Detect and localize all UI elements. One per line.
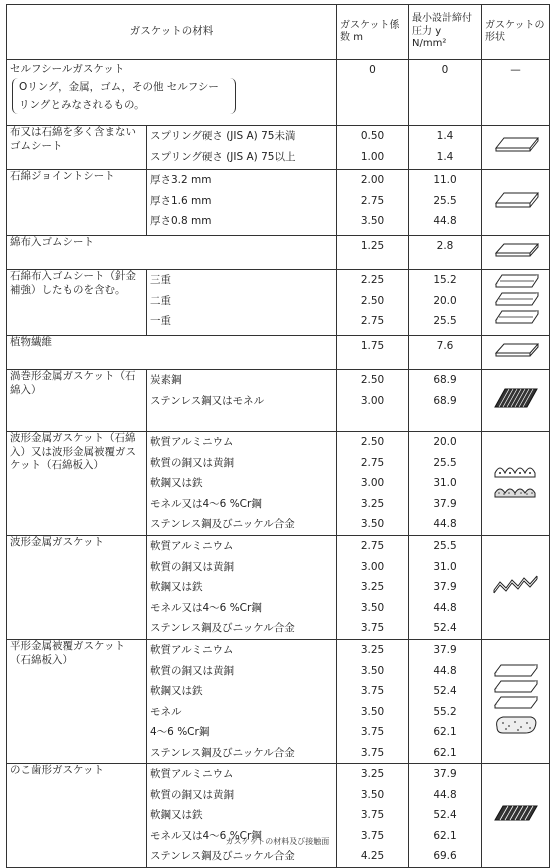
flat-sheet-shape-icon [492, 134, 540, 156]
sub-item: 軟質の銅又は黄銅 [150, 560, 234, 573]
m-value: 3.00 [360, 394, 385, 407]
table-row [7, 536, 550, 640]
sub-list [147, 764, 337, 868]
y-value: 25.5 [433, 315, 457, 327]
m-value: 3.75 [360, 726, 385, 738]
m-value: 0.50 [360, 130, 385, 142]
m-value: 3.50 [360, 788, 385, 801]
m-value: 3.25 [360, 497, 385, 510]
m-value: 2.75 [360, 456, 385, 469]
sub-list [147, 126, 337, 170]
m-value: 3.75 [360, 746, 385, 759]
sub-item: 二重 [150, 294, 171, 307]
sub-item: モネル又は4～6 %Cr鋼 [150, 497, 262, 510]
material-name: 布又は石綿を多く含まないゴムシート [7, 126, 147, 170]
m-value: 3.25 [360, 581, 385, 593]
y-value: 37.9 [433, 768, 457, 780]
sub-item: ステンレス鋼又はモネル [150, 394, 265, 407]
m-value: 2.75 [360, 315, 385, 327]
m-value: 1.00 [360, 150, 385, 163]
layered-sheet-shape-icon [492, 272, 540, 328]
material-name: 渦巻形金属ガスケット（石綿入） [7, 370, 147, 432]
sub-item: 軟質アルミニウム [150, 768, 234, 780]
sub-item: 厚さ3.2 mm [150, 174, 212, 186]
header-row [7, 5, 550, 60]
m-value: 2.50 [360, 436, 385, 448]
shape-cell [482, 764, 550, 868]
y-value: 44.8 [433, 664, 457, 677]
material-name: 植物繊維 [7, 336, 337, 370]
sub-list [147, 536, 337, 640]
y-value: 52.4 [433, 622, 457, 634]
y-value: 62.1 [433, 746, 457, 759]
shape-cell [482, 236, 550, 270]
y-value: 25.5 [433, 456, 457, 469]
sub-item: 軟質アルミニウム [150, 540, 234, 552]
y-value: 15.2 [433, 274, 457, 286]
m-value: 1.25 [360, 240, 385, 252]
y-value: 52.4 [433, 685, 457, 697]
y-values [409, 640, 482, 764]
sub-item: 軟質アルミニウム [150, 436, 234, 448]
y-values [409, 370, 482, 432]
sub-item: 軟質の銅又は黄銅 [150, 456, 234, 469]
y-value: 25.5 [433, 194, 457, 207]
y-values [409, 270, 482, 336]
y-value: 2.8 [436, 240, 454, 252]
sub-list [147, 170, 337, 236]
table-row [7, 170, 550, 236]
header-y: 最小設計締付圧力 y N/mm² [409, 5, 482, 60]
y-values [409, 126, 482, 170]
m-values [337, 270, 409, 336]
m-value: 3.50 [360, 705, 385, 718]
table-row [7, 764, 550, 868]
y-value: 7.6 [436, 340, 454, 352]
material-name: セルフシールガスケット [10, 63, 125, 75]
sub-item: 軟質の銅又は黄銅 [150, 788, 234, 801]
m-value: 3.50 [360, 518, 385, 530]
table-row [7, 236, 550, 270]
fiber-sheet-shape-icon [492, 340, 540, 360]
m-value: 3.75 [360, 622, 385, 634]
material-name: 波形金属ガスケット [7, 536, 147, 640]
shape-cell [482, 336, 550, 370]
m-value: 0 [337, 60, 409, 126]
shape-cell [482, 536, 550, 640]
m-value: 3.00 [360, 477, 385, 489]
y-values [409, 432, 482, 536]
m-value: 2.50 [360, 374, 385, 386]
m-value: 2.50 [360, 294, 385, 307]
m-value: 3.25 [360, 644, 385, 656]
y-value: 68.9 [433, 394, 457, 407]
y-value: 31.0 [433, 560, 457, 573]
material-name: 波形金属ガスケット（石綿入）又は波形金属被覆ガスケット（石綿板入） [7, 432, 147, 536]
sub-item: 軟鋼又は鉄 [150, 581, 203, 593]
material-note: Oリング，金属，ゴム，その他 セルフシーリングとみなされるもの。 [12, 78, 236, 114]
y-value: 20.0 [433, 436, 457, 448]
y-value: 62.1 [433, 829, 457, 842]
y-values [409, 764, 482, 868]
sub-item: モネル又は4～6 %Cr鋼 [150, 829, 262, 842]
m-value: 3.75 [360, 685, 385, 697]
y-value: 31.0 [433, 477, 457, 489]
table-row [7, 432, 550, 536]
shape-cell [482, 370, 550, 432]
y-value: 69.6 [433, 850, 457, 862]
sub-item: 炭素鋼 [150, 374, 182, 386]
sub-item: 軟質の銅又は黄銅 [150, 664, 234, 677]
y-value: 0 [409, 60, 482, 126]
sub-item: ステンレス鋼及びニッケル合金 [150, 622, 295, 634]
corrugated-jacketed-shape-icon [491, 459, 541, 503]
sub-item: ステンレス鋼及びニッケル合金 [150, 746, 295, 759]
material-name: のこ歯形ガスケット [7, 764, 147, 868]
m-value: 4.25 [360, 850, 385, 862]
sub-item: 軟鋼又は鉄 [150, 809, 203, 821]
shape-cell [482, 126, 550, 170]
sub-item: モネル [150, 705, 182, 718]
sub-list [147, 640, 337, 764]
y-value: 44.8 [433, 601, 457, 614]
flat-jacketed-shape-icon [491, 661, 541, 737]
sub-item: 4～6 %Cr鋼 [150, 726, 210, 738]
material-name: 綿布入ゴムシート [7, 236, 337, 270]
y-value [409, 236, 482, 270]
material-name: 石綿ジョイントシート [7, 170, 147, 236]
m-values [337, 370, 409, 432]
y-value: 44.8 [433, 518, 457, 530]
y-value: 52.4 [433, 809, 457, 821]
table-row [7, 126, 550, 170]
sub-item: 厚さ1.6 mm [150, 194, 212, 207]
sub-item: スプリング硬さ (JIS A) 75未満 [150, 130, 296, 142]
y-value: 1.4 [436, 130, 454, 142]
m-values [337, 126, 409, 170]
m-value: 1.75 [360, 340, 385, 352]
y-value [409, 336, 482, 370]
y-values [409, 536, 482, 640]
shape-cell [482, 170, 550, 236]
shape-cell [482, 270, 550, 336]
table-row [7, 270, 550, 336]
y-value: 37.9 [433, 497, 457, 510]
y-value: 55.2 [433, 705, 457, 718]
m-value: 3.00 [360, 560, 385, 573]
sub-item: 三重 [150, 274, 171, 286]
material-cell [7, 60, 337, 126]
shape-cell [482, 640, 550, 764]
table-row [7, 336, 550, 370]
cloth-rubber-shape-icon [492, 240, 540, 260]
shape-cell [482, 432, 550, 536]
header-m: ガスケット係数 m [337, 5, 409, 60]
sub-item: 厚さ0.8 mm [150, 215, 212, 227]
corrugated-metal-shape-icon [491, 574, 541, 596]
y-value: 37.9 [433, 581, 457, 593]
y-value: 68.9 [433, 374, 457, 386]
y-value: 1.4 [436, 150, 454, 163]
header-shape: ガスケットの形状 [482, 5, 550, 60]
m-values [337, 764, 409, 868]
sub-item: 軟鋼又は鉄 [150, 685, 203, 697]
y-value: 44.8 [433, 788, 457, 801]
table-row [7, 640, 550, 764]
y-values [409, 170, 482, 236]
material-name: 石綿布入ゴムシート（針金補強）したものを含む。 [7, 270, 147, 336]
sub-item: 一重 [150, 315, 171, 327]
m-value: 3.50 [360, 664, 385, 677]
m-value: 3.50 [360, 215, 385, 227]
y-value: 62.1 [433, 726, 457, 738]
y-value: 11.0 [433, 174, 457, 186]
y-value: 44.8 [433, 215, 457, 227]
gasket-table [6, 4, 550, 868]
table-row [7, 60, 550, 126]
m-values [337, 536, 409, 640]
y-value: 37.9 [433, 644, 457, 656]
m-value [337, 336, 409, 370]
material-name: 平形金属被覆ガスケット（石綿板入） [7, 640, 147, 764]
joint-sheet-shape-icon [492, 189, 540, 211]
y-value: 20.0 [433, 294, 457, 307]
sub-item: 軟鋼又は鉄 [150, 477, 203, 489]
figure-caption: ガスケットの材料及び接触面 [225, 837, 330, 846]
m-value: 2.00 [360, 174, 385, 186]
header-material: ガスケットの材料 [7, 5, 337, 60]
serrated-shape-icon [491, 800, 541, 826]
m-values [337, 432, 409, 536]
m-values [337, 170, 409, 236]
y-value: 25.5 [433, 540, 457, 552]
sub-item: ステンレス鋼及びニッケル合金 [150, 850, 295, 862]
sub-item: スプリング硬さ (JIS A) 75以上 [150, 150, 296, 163]
sub-item: ステンレス鋼及びニッケル合金 [150, 518, 295, 530]
m-value: 2.25 [360, 274, 385, 286]
sub-list [147, 270, 337, 336]
m-value: 2.75 [360, 194, 385, 207]
table-row [7, 370, 550, 432]
sub-list [147, 432, 337, 536]
m-values [337, 640, 409, 764]
m-value: 2.75 [360, 540, 385, 552]
spiral-wound-shape-icon [491, 383, 541, 413]
sub-item: モネル又は4～6 %Cr鋼 [150, 601, 262, 614]
sub-list [147, 370, 337, 432]
m-value: 3.75 [360, 809, 385, 821]
sub-item: 軟質アルミニウム [150, 644, 234, 656]
m-value: 3.25 [360, 768, 385, 780]
shape-dash: — [482, 60, 550, 126]
m-value: 3.50 [360, 601, 385, 614]
m-value: 3.75 [360, 829, 385, 842]
m-value [337, 236, 409, 270]
